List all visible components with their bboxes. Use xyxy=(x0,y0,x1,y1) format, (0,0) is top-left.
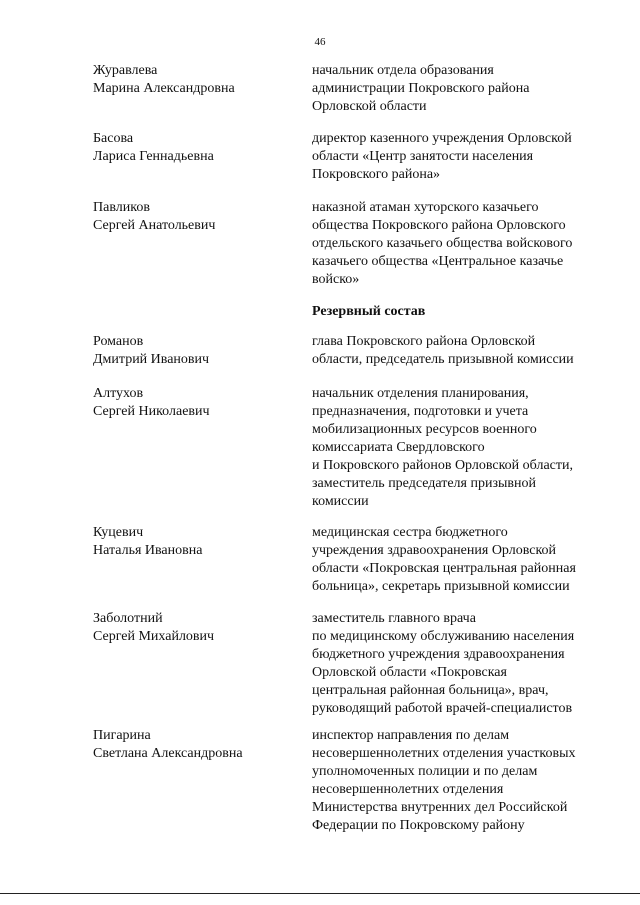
member-name: Павликов Сергей Анатольевич xyxy=(93,200,216,233)
member-position: начальник отдела образования администрации Покровского района Орловской области xyxy=(312,63,530,114)
member-name: Басова Лариса Геннадьевна xyxy=(93,131,214,164)
member-name: Алтухов Сергей Николаевич xyxy=(93,386,210,419)
member-position: медицинская сестра бюджетного учреждения здравоохранения Орловской области «Покровская центральная районная больница», секретарь призывной комиссии xyxy=(312,525,576,594)
member-position: директор казенного учреждения Орловской области «Центр занятости населения Покровского района» xyxy=(312,131,572,182)
member-name: Журавлева Марина Александровна xyxy=(93,63,235,96)
member-position: инспектор направления по делам несовершеннолетних отделения участковых уполномоченных полиции и по делам несовершеннолетних отделения Министерства внутренних дел Российской Федерации по Покровскому району xyxy=(312,728,576,833)
member-name: Романов Дмитрий Иванович xyxy=(93,334,210,367)
member-position: заместитель главного врача по медицинскому обслуживанию населения бюджетного учреждения здравоохранения Орловской области «Покровская центральная районная больница», врач, руководящий работой врачей-специалистов xyxy=(312,611,575,716)
member-name: Куцевич Наталья Ивановна xyxy=(93,525,203,558)
member-position: наказной атаман хуторского казачьего общества Покровского района Орловского отдельского казачьего общества войскового казачьего общества «Центральное казачье войско» xyxy=(312,200,573,287)
page-bottom-rule xyxy=(0,893,640,894)
member-position: начальник отделения планирования, предназначения, подготовки и учета мобилизационных ресурсов военного комиссариата Свердловского и Покровского районов Орловской области, заместитель председателя призывной комиссии xyxy=(312,386,573,509)
member-name: Пигарина Светлана Александровна xyxy=(93,728,243,761)
reserve-heading: Резервный состав xyxy=(312,304,426,319)
member-position: глава Покровского района Орловской области, председатель призывной комиссии xyxy=(312,334,574,367)
page-number: 46 xyxy=(314,36,326,48)
member-name: Заболотний Сергей Михайлович xyxy=(93,611,215,644)
